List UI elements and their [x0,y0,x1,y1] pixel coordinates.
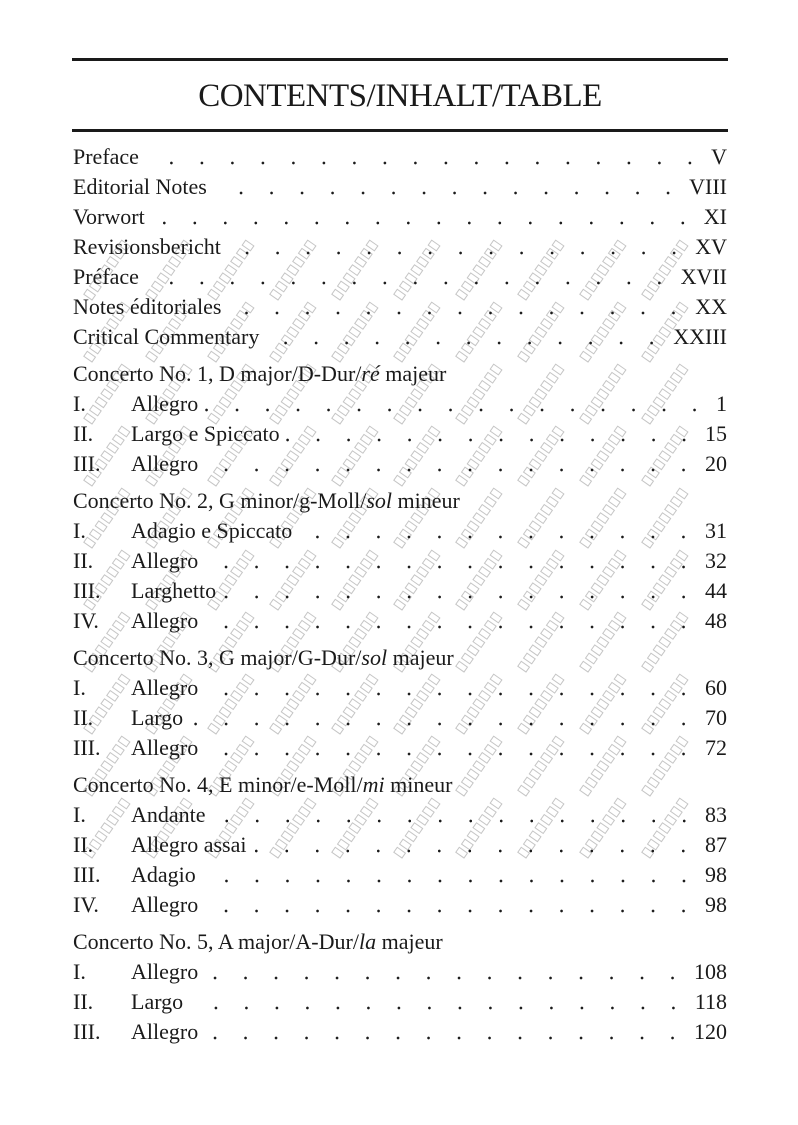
entry-label: Allegro [131,959,199,984]
concerto-title [73,486,727,516]
dot-leader [298,517,699,539]
concerto-section [73,643,727,763]
concerto-section [73,770,727,920]
entry-label: Préface [73,264,139,289]
movement-number: II. [73,989,94,1014]
dot-leader [202,861,699,883]
concerto-list [73,359,727,1047]
toc-entry [73,800,727,830]
toc-entry [73,389,727,419]
toc-entry [73,1017,727,1047]
page-number: 83 [705,802,727,827]
page-number: XVII [680,264,727,289]
page-number: 118 [694,989,727,1014]
table-of-contents [73,142,727,1047]
entry-label: Allegro [131,892,199,917]
dot-leader [213,173,683,195]
movement-number: III. [73,451,101,476]
title-key-italic: la [358,929,377,954]
title-text: Concerto No. 2, G minor/g-Moll/ [73,488,367,513]
movement-number: II. [73,705,94,730]
title-key-italic: ré [361,361,380,386]
entry-label: Allegro [131,675,199,700]
movement-number: II. [73,421,94,446]
page-number: 70 [705,705,727,730]
dot-leader [189,704,699,726]
front-matter-list [73,142,727,352]
entry-label: Allegro [131,1019,199,1044]
movement-number: I. [73,518,86,543]
entry-label: Largo e Spiccato [131,421,280,446]
movement-number: III. [73,578,101,603]
concerto-title [73,927,727,957]
movement-number: III. [73,1019,101,1044]
toc-entry [73,987,727,1017]
dot-leader [204,1018,688,1040]
toc-entry [73,606,727,636]
page-number: 32 [705,548,727,573]
entry-label: Allegro [131,608,199,633]
movement-number: I. [73,959,86,984]
concerto-title [73,643,727,673]
toc-entry [73,673,727,703]
dot-leader [145,263,675,285]
toc-entry [73,516,727,546]
page-number: 60 [705,675,727,700]
toc-entry [73,957,727,987]
movement-number: I. [73,675,86,700]
page-number: XXIII [673,324,727,349]
title-text: majeur [379,361,447,386]
dot-leader [189,988,689,1010]
page-title: CONTENTS/INHALT/TABLE [198,78,602,114]
concerto-title [73,359,727,389]
toc-entry [73,860,727,890]
entry-label: Revisionsbericht [73,234,221,259]
movement-number: III. [73,735,101,760]
entry-label: Notes éditoriales [73,294,222,319]
toc-entry [73,703,727,733]
entry-label: Allegro [131,548,199,573]
page-number: XV [695,234,727,259]
title-text: Concerto No. 4, E minor/e-Moll/ [73,772,363,797]
entry-label: Adagio [131,862,196,887]
title-key-italic: mi [362,772,385,797]
entry-label: Adagio e Spiccato [131,518,293,543]
page-number: 98 [705,862,727,887]
page-number: 120 [694,1019,727,1044]
toc-entry [73,890,727,920]
movement-number: IV. [73,608,99,633]
title-key-italic: sol [366,488,392,513]
entry-label: Allegro [131,735,199,760]
top-rule [72,58,728,61]
movement-number: I. [73,391,86,416]
toc-entry [73,142,727,172]
toc-entry [73,172,727,202]
dot-leader [204,607,699,629]
entry-label: Largo [131,705,184,730]
page-number: 31 [705,518,727,543]
page-number: 108 [694,959,727,984]
page-number: 1 [716,391,727,416]
toc-entry [73,449,727,479]
toc-entry [73,262,727,292]
entry-label: Preface [73,144,139,169]
page-number: 98 [705,892,727,917]
entry-label: Critical Commentary [73,324,260,349]
dot-leader [204,674,699,696]
dot-leader [204,390,710,412]
title-text: majeur [387,645,454,670]
dot-leader [145,143,705,165]
title-text: mineur [384,772,453,797]
title-text: Concerto No. 3, G major/G-Dur/ [73,645,362,670]
toc-entry [73,830,727,860]
dot-leader [204,547,699,569]
page-number: 87 [705,832,727,857]
dot-leader [252,831,699,853]
dot-leader [222,577,699,599]
page-number: 72 [705,735,727,760]
toc-entry [73,576,727,606]
dot-leader [204,958,688,980]
entry-label: Larghetto [131,578,217,603]
concerto-section [73,927,727,1047]
dot-leader [212,801,699,823]
page-number: VIII [689,174,727,199]
page-number: 15 [705,421,727,446]
concerto-section [73,359,727,479]
toc-entry [73,419,727,449]
title-text: Concerto No. 1, D major/D-Dur/ [73,361,362,386]
page-number: 20 [705,451,727,476]
page-number: 48 [705,608,727,633]
entry-label: Andante [131,802,206,827]
movement-number: IV. [73,892,99,917]
dot-leader [151,203,698,225]
page-number: V [711,144,727,169]
dot-leader [286,420,699,442]
title-text: Concerto No. 5, A major/A-Dur/ [73,929,359,954]
concerto-title [73,770,727,800]
entry-label: Largo [131,989,184,1014]
page-number: XI [703,204,727,229]
movement-number: I. [73,802,86,827]
dot-leader [204,450,699,472]
dot-leader [265,323,667,345]
dot-leader [204,891,699,913]
dot-leader [227,233,689,255]
entry-label: Allegro [131,451,199,476]
toc-entry [73,202,727,232]
title-rule [72,129,728,132]
movement-number: II. [73,832,94,857]
page-number: 44 [705,578,727,603]
movement-number: III. [73,862,101,887]
dot-leader [227,293,689,315]
title-key-italic: sol [361,645,388,670]
toc-entry [73,322,727,352]
entry-label: Allegro [131,391,199,416]
entry-label: Editorial Notes [73,174,207,199]
page-number: XX [695,294,727,319]
title-text: mineur [392,488,460,513]
concerto-section [73,486,727,636]
entry-label: Allegro assai [131,832,247,857]
movement-number: II. [73,548,94,573]
toc-entry [73,292,727,322]
toc-entry [73,232,727,262]
toc-entry [73,733,727,763]
dot-leader [204,734,699,756]
entry-label: Vorwort [73,204,145,229]
title-text: majeur [376,929,443,954]
toc-entry [73,546,727,576]
